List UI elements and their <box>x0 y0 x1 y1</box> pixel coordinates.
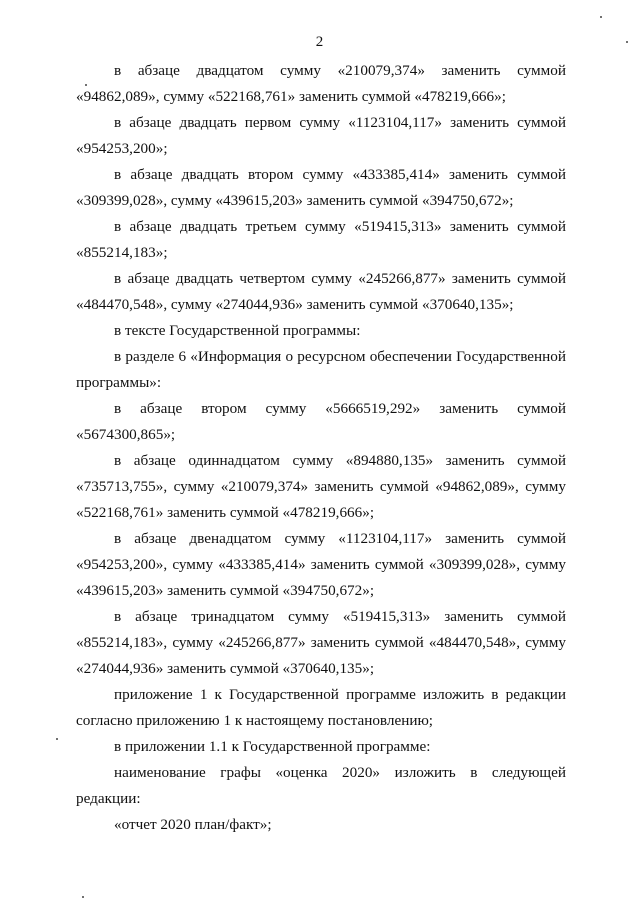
page-number: 2 <box>315 34 324 50</box>
paragraph-item: в абзаце двадцать четвертом сумму «245266,877» заменить суммой «484470,548», сумму «274044,936» заменить суммой «370640,135»; <box>76 270 566 313</box>
paragraph-item: в приложении 1.1 к Государственной программе: <box>114 738 431 755</box>
paragraph-item: в абзаце двадцать первом сумму «1123104,117» заменить суммой «954253,200»; <box>76 114 566 157</box>
paragraph-item: в абзаце двадцать третьем сумму «519415,313» заменить суммой «855214,183»; <box>76 218 566 261</box>
paragraph-item: в абзаце одиннадцатом сумму «894880,135» заменить суммой «735713,755», сумму «210079,374» заменить суммой «94862,089», сумму «522168,761» заменить суммой «478219,666»; <box>76 452 566 521</box>
scan-speck <box>56 738 58 740</box>
paragraph-item: приложение 1 к Государственной программе изложить в редакции согласно приложению 1 к настоящему постановлению; <box>76 686 566 729</box>
document-body <box>76 58 566 838</box>
scan-speck <box>85 84 87 86</box>
paragraph-item: в абзаце двадцатом сумму «210079,374» заменить суммой «94862,089», сумму «522168,761» заменить суммой «478219,666»; <box>76 62 566 105</box>
scan-speck <box>82 896 84 898</box>
scan-speck <box>600 16 602 18</box>
paragraph-item: в разделе 6 «Информация о ресурсном обеспечении Государственной программы»: <box>76 348 566 391</box>
paragraph-item: наименование графы «оценка 2020» изложить в следующей редакции: <box>76 764 566 807</box>
paragraph-item: «отчет 2020 план/факт»; <box>114 816 272 833</box>
paragraph-item: в абзаце втором сумму «5666519,292» заменить суммой «5674300,865»; <box>76 400 566 443</box>
paragraph-item: в абзаце двадцать втором сумму «433385,414» заменить суммой «309399,028», сумму «439615,203» заменить суммой «394750,672»; <box>76 166 566 209</box>
paragraph-item: в абзаце тринадцатом сумму «519415,313» заменить суммой «855214,183», сумму «245266,877» заменить суммой «484470,548», сумму «274044,936» заменить суммой «370640,135»; <box>76 608 566 677</box>
scan-speck <box>626 41 628 43</box>
paragraph-item: в абзаце двенадцатом сумму «1123104,117» заменить суммой «954253,200», сумму «433385,414» заменить суммой «309399,028», сумму «439615,203» заменить суммой «394750,672»; <box>76 530 566 599</box>
paragraph-item: в тексте Государственной программы: <box>114 322 361 339</box>
